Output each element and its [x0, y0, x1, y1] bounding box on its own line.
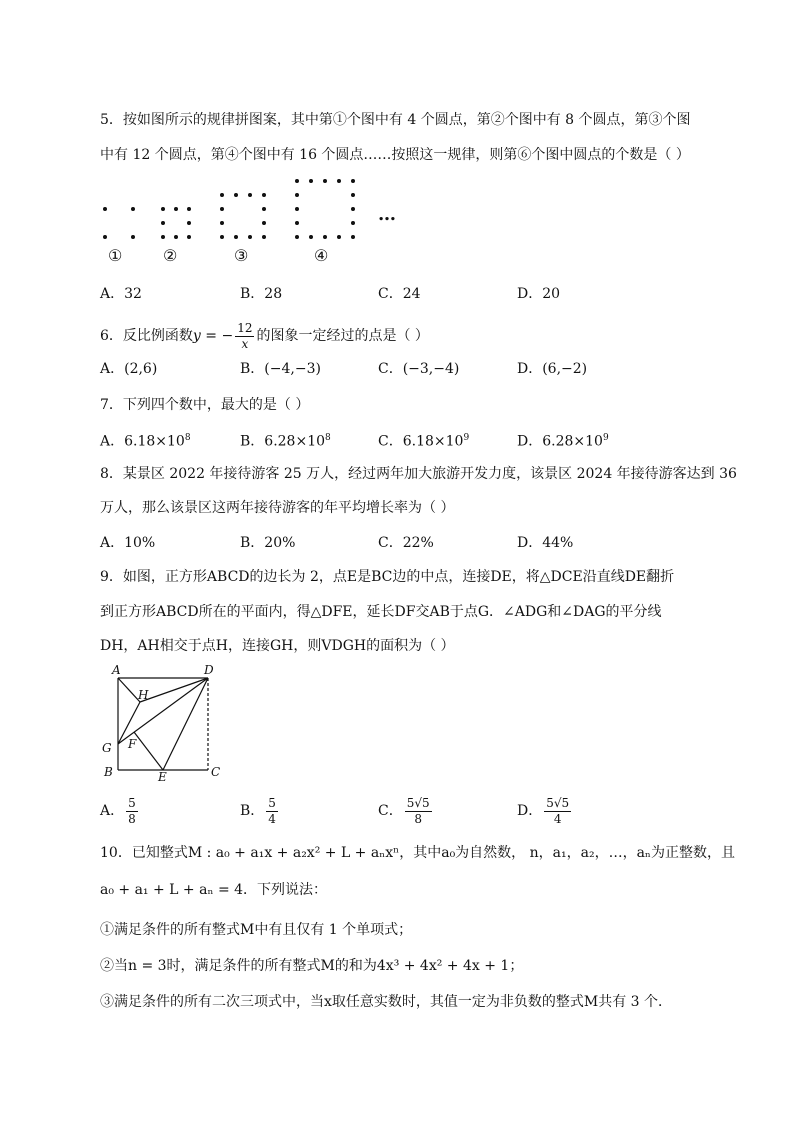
q9-option-b-frac: [266, 796, 278, 827]
q6-stem: [100, 318, 429, 354]
dot: [351, 221, 355, 225]
q9-geometry-figure: [98, 662, 228, 782]
q6-func-lhs: y = −: [192, 328, 234, 344]
segment-fe: [134, 732, 163, 770]
q9-stem-line3: DH，AH相交于点H，连接GH，则VDGH的面积为（ ）: [100, 638, 455, 654]
q9-option-d-num: 5√5: [546, 795, 570, 810]
dot: [174, 235, 178, 239]
dot: [174, 207, 178, 211]
label-a: A: [112, 663, 121, 677]
q7-option-d-label: D．: [517, 433, 543, 450]
q9-option-a-num: 5: [128, 795, 136, 810]
segment-ah: [118, 678, 140, 702]
dot: [309, 179, 313, 183]
q7-option-b-label: B．: [240, 433, 265, 450]
dot: [131, 235, 135, 239]
dot: [220, 207, 224, 211]
q10-statement-2: ②当n = 3时，满足条件的所有整式M的和为4x³ + 4x² + 4x + 1；: [100, 958, 524, 974]
q9-option-b-den: 4: [268, 811, 276, 826]
label-g: G: [102, 741, 112, 755]
q7-option-a[interactable]: [100, 428, 191, 452]
segment-dg: [118, 678, 208, 744]
q8-option-a[interactable]: A．10%: [100, 535, 156, 551]
q7-option-d-exp: 9: [602, 433, 609, 443]
dot: [103, 207, 107, 211]
q5-stem-line1: 5．按如图所示的规律拼图案，其中第①个图中有 4 个圆点，第②个图中有 8 个圆点，第③个图: [100, 112, 691, 128]
dot: [131, 207, 135, 211]
q6-option-b[interactable]: B．(−4,−3): [240, 361, 321, 377]
dot: [234, 193, 238, 197]
label-f: F: [128, 737, 137, 751]
q10-statement-1: ①满足条件的所有整式M中有且仅有 1 个单项式；: [100, 922, 413, 938]
q8-option-d[interactable]: D．44%: [517, 535, 574, 551]
q5-option-d[interactable]: D．20: [517, 286, 561, 302]
q9-option-b[interactable]: [240, 794, 280, 828]
q5-label-3: ③: [234, 246, 249, 265]
q9-stem-line2: 到正方形ABCD所在的平面内，得△DFE，延长DF交AB于点G．∠ADG和∠DAG的平分线: [100, 604, 662, 620]
q8-option-c[interactable]: C．22%: [378, 535, 434, 551]
q9-option-d-den: 4: [553, 811, 562, 826]
q5-stem-line2: 中有 12 个圆点，第④个图中有 16 个圆点……按照这一规律，则第⑥个图中圆点的个数是（ ）: [100, 147, 690, 163]
label-e: E: [158, 770, 167, 782]
q9-stem-line1: 9．如图，正方形ABCD的边长为 2，点E是BC边的中点，连接DE，将△DCE沿直线DE翻折: [100, 569, 675, 585]
dot: [161, 207, 165, 211]
q9-option-c-den: 8: [414, 811, 422, 826]
dot: [351, 235, 355, 239]
q5-label-2: ②: [163, 246, 178, 265]
q7-option-c-label: C．: [378, 433, 403, 450]
dot: [351, 193, 355, 197]
q7-option-b-exp: 8: [325, 433, 331, 443]
dot: [220, 193, 224, 197]
q9-option-b-num: 5: [268, 795, 276, 810]
q5-label-1: ①: [108, 246, 123, 265]
dot: [309, 235, 313, 239]
dot: [262, 221, 266, 225]
dot: [295, 207, 299, 211]
q9-option-d[interactable]: [517, 794, 573, 828]
q9-option-d-frac: [544, 796, 571, 827]
q8-option-b[interactable]: B．20%: [240, 535, 296, 551]
q6-option-d[interactable]: D．(6,−2): [517, 361, 588, 377]
q7-option-c-exp: 9: [463, 433, 470, 443]
q10-statement-3: ③满足条件的所有二次三项式中，当x取任意实数时，其值一定为非负数的整式M共有 3 个．: [100, 994, 673, 1010]
q6-prefix: 6．反比例函数: [100, 328, 193, 344]
dot: [103, 235, 107, 239]
dot: [323, 235, 327, 239]
q6-fraction: [235, 321, 254, 352]
q7-option-c[interactable]: [378, 428, 469, 452]
q10-stem-line2: a₀ + a₁ + L + aₙ = 4．下列说法：: [100, 882, 328, 898]
dot: [262, 193, 266, 197]
label-c: C: [211, 765, 221, 779]
q9-option-d-label: D．: [517, 803, 543, 819]
label-d: D: [204, 663, 214, 677]
dot: [337, 235, 341, 239]
q9-option-c-num: 5√5: [406, 795, 430, 810]
q9-option-c[interactable]: [378, 794, 434, 828]
dot: [234, 235, 238, 239]
dot: [248, 235, 252, 239]
dot: [220, 221, 224, 225]
q5-ellipsis: …: [378, 204, 396, 225]
q5-dot-figure: [0, 0, 794, 280]
q9-option-c-frac: [405, 796, 432, 827]
q6-frac-num: 12: [237, 320, 253, 335]
q7-stem: 7．下列四个数中，最大的是（ ）: [100, 397, 310, 413]
dot: [337, 179, 341, 183]
q7-option-b[interactable]: [240, 428, 331, 452]
dot: [295, 193, 299, 197]
dot: [187, 221, 191, 225]
dot: [295, 235, 299, 239]
q9-option-c-label: C．: [378, 803, 403, 819]
dot: [248, 193, 252, 197]
q7-option-a-label: A．: [100, 433, 125, 450]
dot: [262, 207, 266, 211]
q7-option-d-base: 6.28×10: [542, 433, 603, 450]
q9-option-a-label: A．: [100, 803, 125, 819]
q7-option-c-base: 6.18×10: [402, 433, 464, 450]
q6-frac-den: x: [241, 336, 249, 351]
dot: [323, 179, 327, 183]
q5-option-a[interactable]: A．32: [100, 286, 142, 302]
q6-option-a[interactable]: A．(2,6): [100, 361, 158, 377]
q7-option-d[interactable]: [517, 428, 609, 452]
dot: [262, 235, 266, 239]
dot: [351, 179, 355, 183]
q7-option-a-base: 6.18×10: [124, 433, 185, 450]
q10-stem-line1: 10．已知整式M : a₀ + a₁x + a₂x² + L + aₙxⁿ，其中a₀为自然数， n，a₁，a₂，…，aₙ为正整数，且: [100, 845, 735, 861]
dot: [295, 221, 299, 225]
q9-option-a-frac: [126, 796, 138, 827]
q7-option-b-base: 6.28×10: [264, 433, 326, 450]
label-b: B: [104, 765, 113, 779]
q9-option-b-label: B．: [240, 803, 265, 819]
dot: [161, 221, 165, 225]
dot: [220, 235, 224, 239]
q5-label-4: ④: [314, 246, 329, 265]
q9-option-a-den: 8: [128, 811, 136, 826]
q5-option-b[interactable]: B．28: [240, 286, 283, 302]
q5-option-c[interactable]: C．24: [378, 286, 421, 302]
q9-option-a[interactable]: [100, 794, 140, 828]
q6-option-c[interactable]: C．(−3,−4): [378, 361, 460, 377]
label-h: H: [138, 688, 149, 702]
dot: [295, 179, 299, 183]
dot: [187, 235, 191, 239]
q8-stem-line1: 8．某景区 2022 年接待游客 25 万人，经过两年加大旅游开发力度，该景区 2024 年接待游客达到 36: [100, 466, 737, 482]
dot: [187, 207, 191, 211]
dot: [161, 235, 165, 239]
q8-stem-line2: 万人，那么该景区这两年接待游客的年平均增长率为（ ）: [100, 500, 455, 516]
q7-option-a-exp: 8: [184, 433, 191, 443]
dot: [351, 207, 355, 211]
q6-suffix: 的图象一定经过的点是（ ）: [256, 328, 429, 344]
